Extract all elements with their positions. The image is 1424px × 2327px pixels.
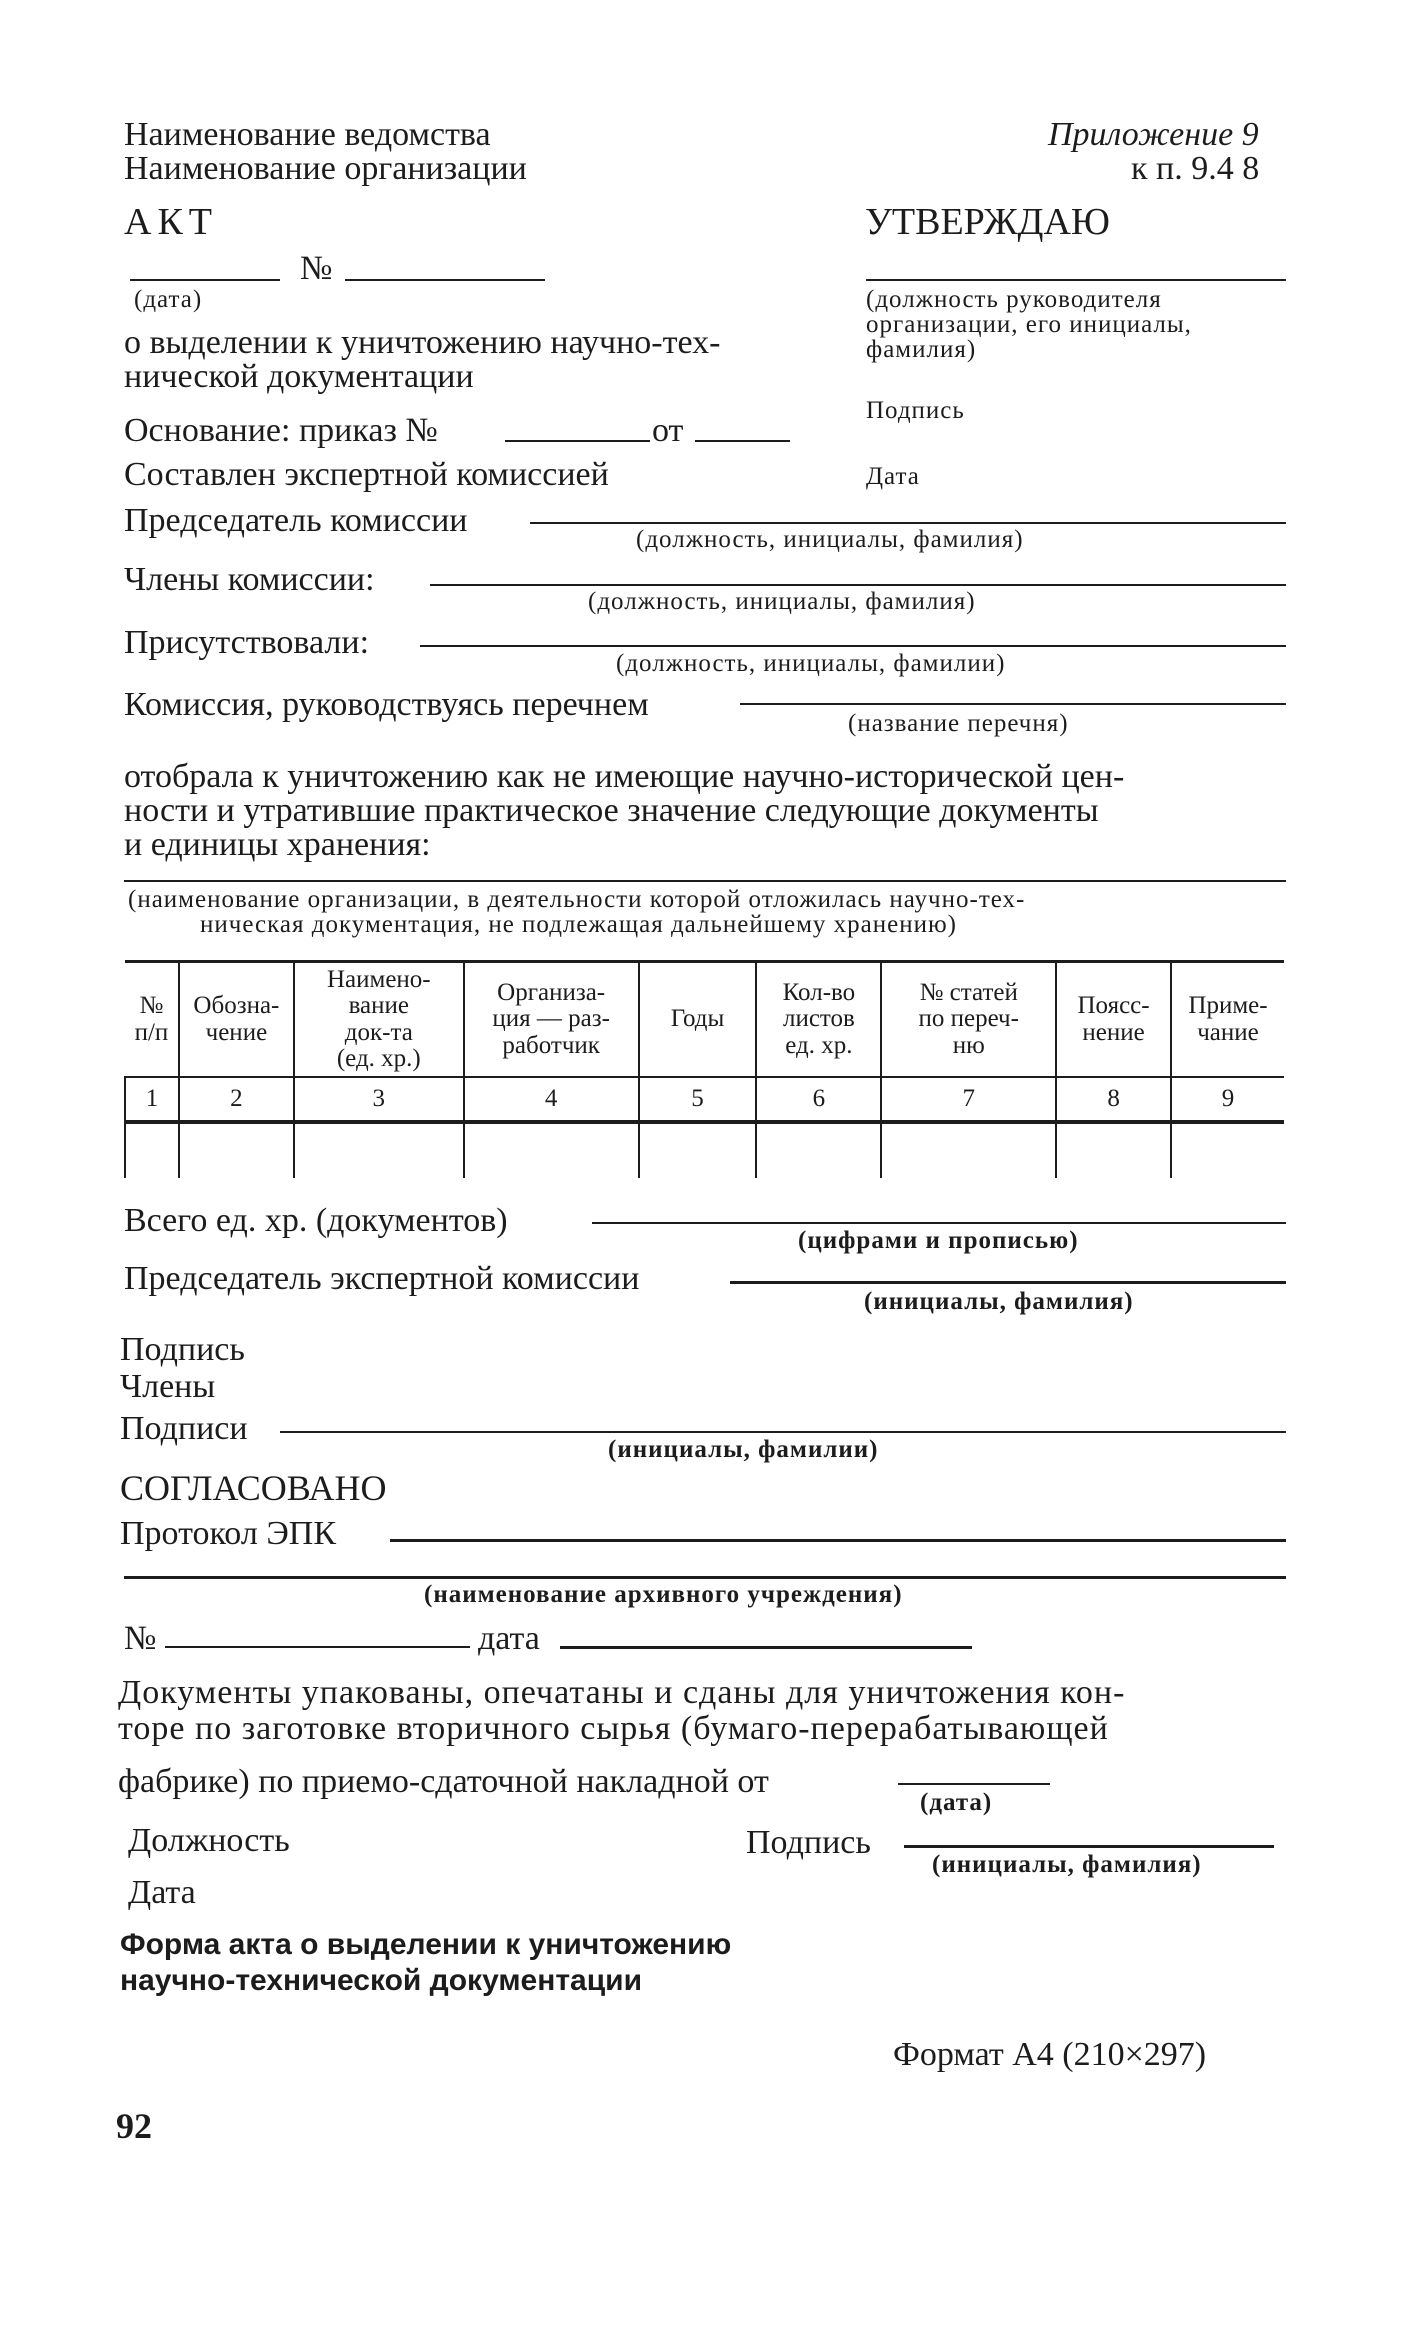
org-caption-2: ническая документация, не подлежащая дальнейшему хранению) <box>200 911 957 938</box>
destruction-signature-caption: (инициалы, фамилия) <box>932 1851 1202 1878</box>
guided-caption: (название перечня) <box>848 710 1069 737</box>
table-cell <box>464 1122 639 1178</box>
table-cell <box>639 1122 757 1178</box>
approve-line <box>866 279 1286 281</box>
number-sign: № <box>300 250 333 287</box>
present-label: Присутствовали: <box>124 624 370 661</box>
col-header-number: № п/п <box>134 992 169 1046</box>
col-number-1: 1 <box>125 1077 179 1122</box>
basis-from: от <box>652 412 684 449</box>
expert-chair-line <box>730 1281 1286 1284</box>
table-header-row <box>125 962 1284 1078</box>
agreed-title: СОГЛАСОВАНО <box>120 1468 387 1508</box>
table-cell <box>179 1122 294 1178</box>
destruction-date-label: Дата <box>128 1874 196 1911</box>
col-header-explanation: Поясс- нение <box>1056 962 1171 1078</box>
chair-signature: Подпись <box>120 1331 245 1368</box>
col-number-9: 9 <box>1171 1077 1284 1122</box>
appendix-label: Приложение 9 <box>1048 116 1259 153</box>
expert-chair-label: Председатель экспертной комиссии <box>124 1260 640 1297</box>
organization-name: Наименование организации <box>124 150 527 187</box>
destruction-signature-line <box>904 1845 1274 1848</box>
protocol-label: Протокол ЭПК <box>120 1515 337 1552</box>
selection-line3: и единицы хранения: <box>124 826 431 863</box>
col-number-3: 3 <box>294 1077 464 1122</box>
chair-caption: (должность, инициалы, фамилия) <box>636 526 1024 553</box>
present-line <box>420 645 1286 647</box>
col-header-developer: Организа- ция — раз- работчик <box>464 962 639 1078</box>
signatures-label: Подписи <box>120 1410 248 1447</box>
table-cell <box>756 1122 881 1178</box>
date-caption: (дата) <box>134 286 203 313</box>
selection-line2: ности и утратившие практическое значение следующие документы <box>124 792 1099 829</box>
approve-date: Дата <box>866 463 920 490</box>
col-header-years: Годы <box>639 962 757 1078</box>
position-label: Должность <box>128 1822 290 1859</box>
form-title-line2: научно-технической документации <box>120 1964 643 1997</box>
destruction-date-caption: (дата) <box>920 1789 993 1816</box>
col-number-4: 4 <box>464 1077 639 1122</box>
col-number-7: 7 <box>881 1077 1056 1122</box>
agreed-date-label: дата <box>478 1620 540 1657</box>
approve-caption-1: (должность руководителя <box>866 286 1162 313</box>
agreed-number-sign: № <box>124 1620 157 1657</box>
ministry-name: Наименование ведомства <box>124 116 491 153</box>
table-empty-row <box>125 1122 1284 1178</box>
number-line <box>345 279 545 281</box>
guided-line <box>740 703 1286 705</box>
expert-chair-caption: (инициалы, фамилия) <box>864 1288 1134 1315</box>
table-cell <box>294 1122 464 1178</box>
members-caption: (должность, инициалы, фамилия) <box>588 588 976 615</box>
total-label: Всего ед. хр. (документов) <box>124 1202 508 1239</box>
col-header-designation: Обозна- чение <box>179 962 294 1078</box>
compiled-by: Составлен экспертной комиссией <box>124 456 609 493</box>
archive-line <box>124 1576 1286 1579</box>
org-caption-1: (наименование организации, в деятельности которой отложилась научно-тех- <box>128 886 1026 913</box>
members-line <box>430 584 1286 586</box>
destruction-line3: фабрике) по приемо-сдаточной накладной от <box>118 1763 769 1800</box>
approve-caption-3: фамилия) <box>866 336 977 363</box>
signatures-caption: (инициалы, фамилии) <box>608 1436 879 1463</box>
destruction-line2: торе по заготовке вторичного сырья (бумаго-перерабатывающей <box>118 1710 1109 1747</box>
destruction-signature-label: Подпись <box>746 1824 871 1861</box>
members-title: Члены <box>120 1368 216 1405</box>
agreed-number-line <box>165 1646 470 1648</box>
agreed-date-line <box>560 1646 972 1649</box>
table-cell <box>1056 1122 1171 1178</box>
selection-line1: отобрала к уничтожению как не имеющие научно-исторической цен- <box>124 758 1125 795</box>
col-number-5: 5 <box>639 1077 757 1122</box>
basis-label: Основание: приказ № <box>124 412 438 449</box>
guided-label: Комиссия, руководствуясь перечнем <box>124 686 649 723</box>
documents-table <box>124 960 1284 1178</box>
act-subject-line2: нической документации <box>124 358 474 395</box>
col-header-note: Приме- чание <box>1171 962 1284 1078</box>
col-header-sheets: Кол-во листов ед. хр. <box>756 962 881 1078</box>
table-cell <box>1171 1122 1284 1178</box>
approve-title: УТВЕРЖДАЮ <box>865 201 1110 243</box>
destruction-date-line <box>898 1783 1050 1785</box>
basis-number-line <box>505 440 650 442</box>
col-header-articles: № статей по переч- ню <box>881 962 1056 1078</box>
form-title-line1: Форма акта о выделении к уничтожению <box>120 1928 732 1961</box>
table-cell <box>881 1122 1056 1178</box>
col-header-document-name: Наимено- вание док-та (ед. хр.) <box>294 962 464 1078</box>
format-label: Формат А4 (210×297) <box>893 2036 1207 2073</box>
signatures-line <box>280 1431 1286 1433</box>
table-number-row <box>125 1077 1284 1122</box>
approve-signature: Подпись <box>866 397 965 424</box>
col-number-8: 8 <box>1056 1077 1171 1122</box>
act-title: АКТ <box>124 201 218 243</box>
present-caption: (должность, инициалы, фамилии) <box>616 650 1006 677</box>
total-caption: (цифрами и прописью) <box>798 1227 1079 1254</box>
basis-date-line <box>695 440 790 442</box>
archive-caption: (наименование архивного учреждения) <box>424 1581 903 1608</box>
org-line <box>124 880 1286 882</box>
members-label: Члены комиссии: <box>124 561 375 598</box>
total-line <box>592 1222 1286 1224</box>
chair-label: Председатель комиссии <box>124 502 468 539</box>
protocol-line <box>390 1539 1286 1542</box>
chair-line <box>530 522 1286 524</box>
date-line <box>130 279 280 281</box>
act-subject-line1: о выделении к уничтожению научно-тех- <box>124 324 721 361</box>
col-number-2: 2 <box>179 1077 294 1122</box>
destruction-line1: Документы упакованы, опечатаны и сданы для уничтожения кон- <box>118 1674 1126 1711</box>
table-cell <box>125 1122 179 1178</box>
col-number-6: 6 <box>756 1077 881 1122</box>
appendix-ref: к п. 9.4 8 <box>1131 150 1260 187</box>
approve-caption-2: организации, его инициалы, <box>866 311 1192 338</box>
page-number: 92 <box>116 2106 152 2146</box>
